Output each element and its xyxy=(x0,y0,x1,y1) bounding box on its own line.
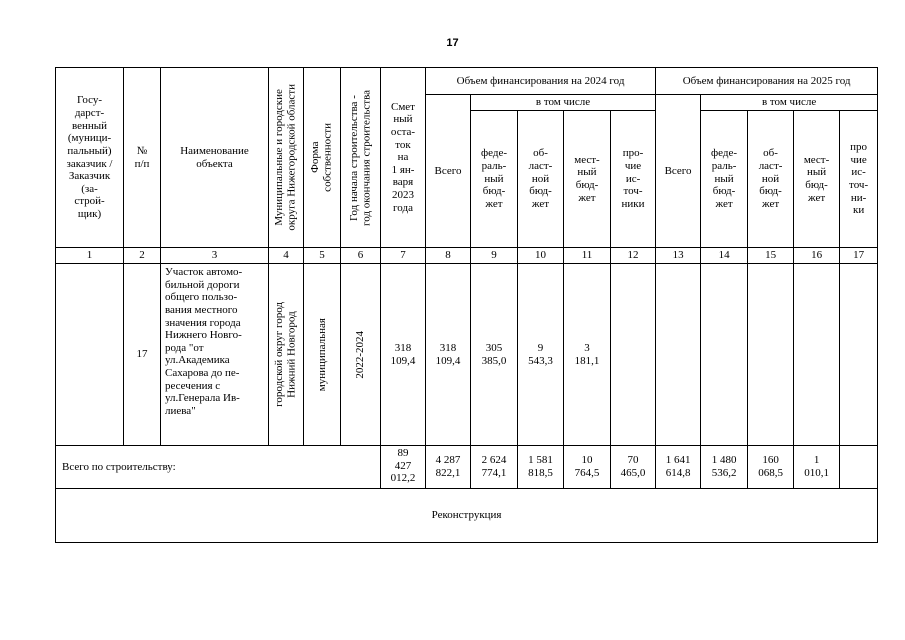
header-federal-2025: феде- раль- ный бюд- жет xyxy=(701,111,748,248)
cell-local-2024: 3 181,1 xyxy=(564,264,611,446)
cell-oblast-2024: 9 543,3 xyxy=(518,264,564,446)
header-estimate-balance: Смет ный оста- ток на 1 ян- варя 2023 года xyxy=(381,68,426,248)
total-estimate-balance: 89 427 012,2 xyxy=(381,446,426,489)
header-other-2025: про чие ис- точ- ни- ки xyxy=(840,111,878,248)
table-row xyxy=(56,264,878,446)
cell-customer xyxy=(56,264,124,446)
col-number: 10 xyxy=(518,248,564,264)
header-number: № п/п xyxy=(124,68,161,248)
cell-number: 17 xyxy=(124,264,161,446)
header-okrug-text: Муниципальные и городские округа Нижегородской области xyxy=(273,84,298,231)
header-including-2025: в том числе xyxy=(701,95,878,111)
cell-estimate-balance: 318 109,4 xyxy=(381,264,426,446)
col-number: 14 xyxy=(701,248,748,264)
cell-okrug xyxy=(269,264,304,446)
header-customer: Госу- дарст- венный (муници- пальный) заказчик / Заказчик (за- строй- щик) xyxy=(56,68,124,248)
page-number: 17 xyxy=(446,37,459,49)
total-other-2025 xyxy=(840,446,878,489)
header-local-2025: мест- ный бюд- жет xyxy=(794,111,840,248)
header-ownership-text: Форма собственности xyxy=(309,123,334,192)
header-okrug xyxy=(269,68,304,248)
col-number: 11 xyxy=(564,248,611,264)
cell-years xyxy=(341,264,381,446)
header-other-2024: про- чие ис- точ- ники xyxy=(611,111,656,248)
cell-federal-2024: 305 385,0 xyxy=(471,264,518,446)
cell-oblast-2025 xyxy=(748,264,794,446)
col-number: 5 xyxy=(304,248,341,264)
total-local-2025: 1 010,1 xyxy=(794,446,840,489)
column-numbers-row xyxy=(56,248,878,264)
total-oblast-2025: 160 068,5 xyxy=(748,446,794,489)
cell-ownership-text: муниципальная xyxy=(315,317,328,392)
section-title: Реконструкция xyxy=(56,489,878,543)
cell-other-2025 xyxy=(840,264,878,446)
col-number: 7 xyxy=(381,248,426,264)
cell-object-name: Участок автомо- бильной дороги общего пользо- вания местного значения города Нижнего Новго- рода "от ул.Академика Сахарова до пе- ресечения с ул.Генерала Ив- лиева" xyxy=(161,264,269,446)
col-number: 12 xyxy=(611,248,656,264)
total-2024: 4 287 822,1 xyxy=(426,446,471,489)
cell-years-text: 2022-2024 xyxy=(354,330,367,379)
col-number: 3 xyxy=(161,248,269,264)
col-number: 4 xyxy=(269,248,304,264)
header-financing-2024: Объем финансирования на 2024 год xyxy=(426,68,656,95)
cell-local-2025 xyxy=(794,264,840,446)
cell-federal-2025 xyxy=(701,264,748,446)
col-number: 16 xyxy=(794,248,840,264)
section-row xyxy=(56,489,878,543)
header-years-text: Год начала строительства - год окончания строительства xyxy=(347,89,373,226)
total-federal-2024: 2 624 774,1 xyxy=(471,446,518,489)
col-number: 13 xyxy=(656,248,701,264)
header-including-2024: в том числе xyxy=(471,95,656,111)
col-number: 9 xyxy=(471,248,518,264)
col-number: 17 xyxy=(840,248,878,264)
header-object-name: Наименование объекта xyxy=(161,68,269,248)
col-number: 15 xyxy=(748,248,794,264)
total-oblast-2024: 1 581 818,5 xyxy=(518,446,564,489)
header-ownership xyxy=(304,68,341,248)
col-number: 6 xyxy=(341,248,381,264)
cell-total-2025 xyxy=(656,264,701,446)
header-oblast-2025: об- ласт- ной бюд- жет xyxy=(748,111,794,248)
total-label: Всего по строительству: xyxy=(56,446,381,489)
header-total-2025: Всего xyxy=(656,95,701,248)
total-federal-2025: 1 480 536,2 xyxy=(701,446,748,489)
col-number: 1 xyxy=(56,248,124,264)
header-years xyxy=(341,68,381,248)
cell-total-2024: 318 109,4 xyxy=(426,264,471,446)
col-number: 2 xyxy=(124,248,161,264)
col-number: 8 xyxy=(426,248,471,264)
financing-table xyxy=(55,67,878,543)
total-row xyxy=(56,446,878,489)
total-local-2024: 10 764,5 xyxy=(564,446,611,489)
total-2025: 1 641 614,8 xyxy=(656,446,701,489)
cell-other-2024 xyxy=(611,264,656,446)
cell-ownership xyxy=(304,264,341,446)
header-financing-2025: Объем финансирования на 2025 год xyxy=(656,68,878,95)
header-oblast-2024: об- ласт- ной бюд- жет xyxy=(518,111,564,248)
header-total-2024: Всего xyxy=(426,95,471,248)
cell-okrug-text: городской округ город Нижний Новгород xyxy=(273,302,298,407)
total-other-2024: 70 465,0 xyxy=(611,446,656,489)
header-federal-2024: феде- раль- ный бюд- жет xyxy=(471,111,518,248)
header-local-2024: мест- ный бюд- жет xyxy=(564,111,611,248)
